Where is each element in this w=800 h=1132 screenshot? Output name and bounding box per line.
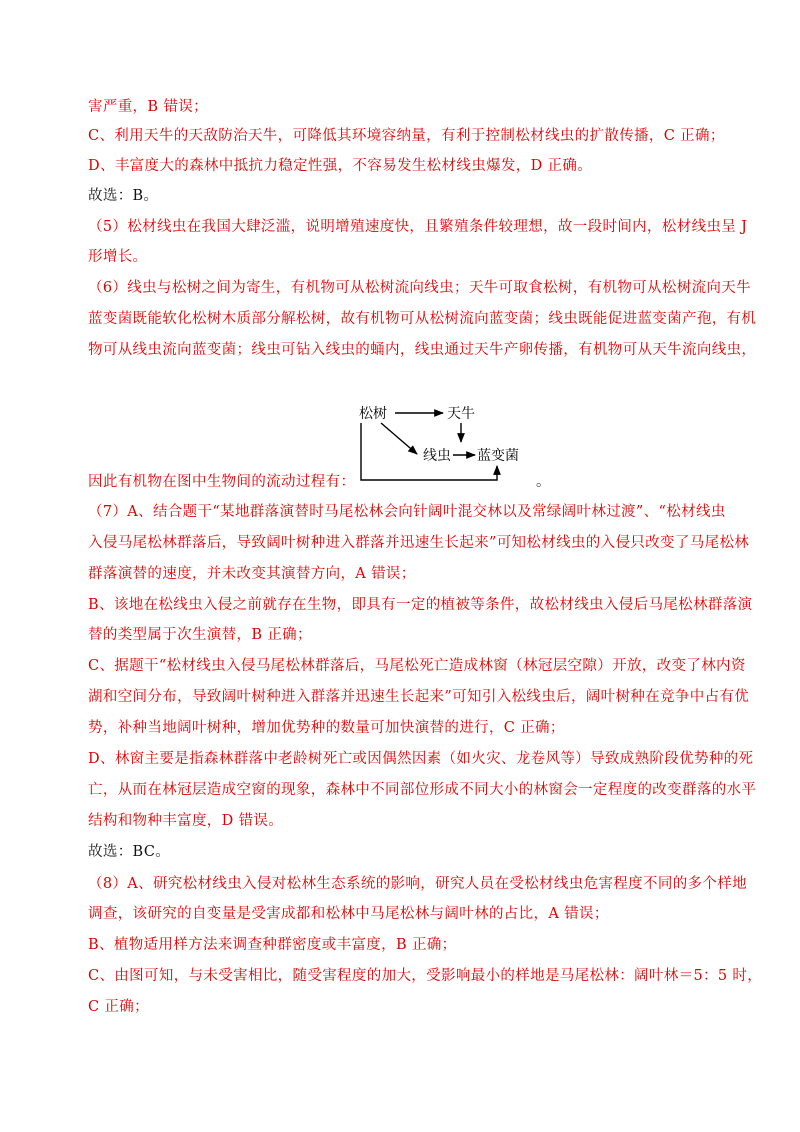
- text-line: B、植物适用样方法来调查种群密度或丰富度，B 正确；: [88, 937, 457, 953]
- node-beetle: 天牛: [447, 406, 475, 422]
- text-line: （6）线虫与松树之间为寄生，有机物可从松树流向线虫；天牛可取食松树，有机物可从松树流向天牛: [88, 280, 751, 296]
- text-line: （8）A、研究松材线虫入侵对松林生态系统的影响，研究人员在受松材线虫危害程度不同的多个样地: [88, 876, 747, 892]
- text-line: C 正确；: [88, 999, 149, 1015]
- text-line: 害严重，B 错误；: [88, 99, 208, 115]
- energy-flow-diagram: [353, 392, 533, 488]
- text-line: 群落演替的速度，并未改变其演替方向，A 错误；: [88, 566, 416, 582]
- arrow-pine-to-nematode: [381, 423, 417, 454]
- node-pine: 松树: [359, 406, 387, 422]
- text-line: 蓝变菌既能软化松树木质部分解松树，故有机物可从松树流向蓝变菌；线虫既能促进蓝变菌产孢，有机: [88, 311, 757, 327]
- text-line: 调查，该研究的自变量是受害成都和松林中马尾松林与阔叶林的占比，A 错误；: [88, 906, 609, 922]
- text-line: D、丰富度大的森林中抵抗力稳定性强，不容易发生松材线虫爆发，D 正确。: [88, 158, 593, 174]
- figure-trailing-period: 。: [536, 474, 551, 490]
- text-line: 势，补种当地阔叶树种，增加优势种的数量可加快演替的进行，C 正确；: [88, 720, 565, 736]
- text-line: 因此有机物在图中生物间的流动过程有：: [88, 474, 356, 490]
- text-line: C、利用天牛的天敌防治天牛，可降低其环境容纳量，有利于控制松材线虫的扩散传播，C 正确；: [88, 128, 725, 144]
- text-line: 亡，从而在林冠层造成空窗的现象，森林中不同部位形成不同大小的林窗会一定程度的改变群落的水平: [88, 782, 757, 798]
- text-line: D、林窗主要是指森林群落中老龄树死亡或因偶然因素（如火灾、龙卷风等）导致成熟阶段优势种的死: [88, 751, 754, 767]
- text-line: 形增长。: [88, 249, 148, 265]
- node-fungus: 蓝变菌: [477, 448, 519, 464]
- text-line: 故选：BC。: [88, 844, 171, 860]
- text-line: 替的类型属于次生演替，B 正确；: [88, 627, 312, 643]
- text-line: （5）松材线虫在我国大肆泛滥，说明增殖速度快，且繁殖条件较理想，故一段时间内，松材线虫呈 J: [88, 219, 748, 235]
- text-line: C、由图可知，与未受害相比，随受害程度的加大，受影响最小的样地是马尾松林：阔叶林＝5：5 时，: [88, 968, 763, 984]
- text-line: 结构和物种丰富度，D 错误。: [88, 813, 284, 829]
- text-line: C、据题干“松材线虫入侵马尾松林群落后，马尾松死亡造成林窗（林冠层空隙）开放，改变了林内资: [88, 658, 746, 674]
- text-line: 故选：B。: [88, 188, 159, 204]
- text-line: 入侵马尾松林群落后，导致阔叶树种进入群落并迅速生长起来”可知松材线虫的入侵只改变了马尾松林: [88, 535, 750, 551]
- text-line: B、该地在松线虫入侵之前就存在生物，即具有一定的植被等条件，故松材线虫入侵后马尾松林群落演: [88, 597, 753, 613]
- text-line: （7）A、结合题干“某地群落演替时马尾松林会向针阔叶混交林以及常绿阔叶林过渡”、“松材线虫: [88, 504, 726, 520]
- text-line: 物可从线虫流向蓝变菌；线虫可钻入线虫的蛹内，线虫通过天牛产卵传播，有机物可从天牛流向线虫，: [88, 342, 757, 358]
- text-line: 湖和空间分布，导致阔叶树种进入群落并迅速生长起来”可知引入松线虫后，阔叶树种在竞争中占有优: [88, 689, 750, 705]
- node-nematode: 线虫: [423, 448, 451, 464]
